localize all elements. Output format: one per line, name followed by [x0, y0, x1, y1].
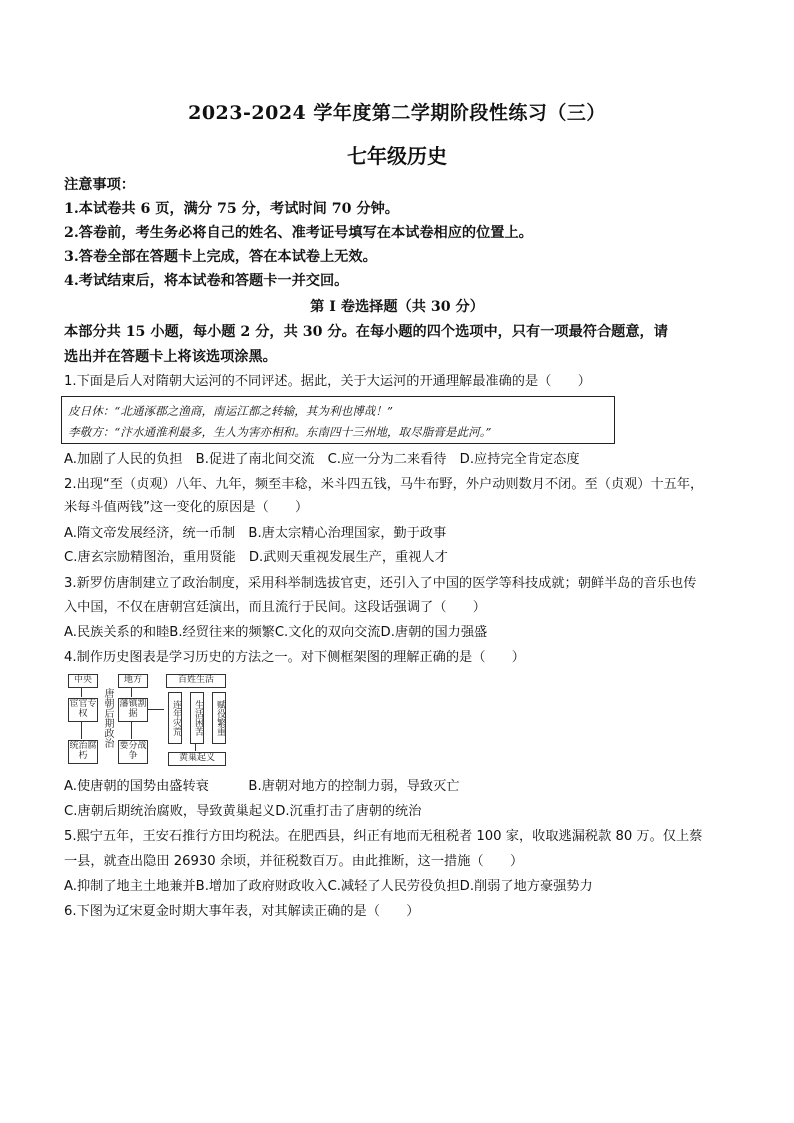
- q3-options: A.民族关系的和睦B.经贸往来的频繁C.文化的双向交流D.唐朝的国力强盛: [64, 625, 488, 640]
- q1-quote-box: [61, 396, 615, 444]
- section-instruction-2: 选出并在答题卡上将该选项涂黑。: [64, 349, 277, 365]
- q4-options-1: A.使唐朝的国势由盛转衰 B.唐朝对地方的控制力弱，导致灭亡: [64, 779, 460, 794]
- q1-options: A.加剧了人民的负担 B.促进了南北间交流 C.应一分为二来看待 D.应持完全肯定态度: [64, 452, 580, 467]
- diagram-arrow: [195, 743, 196, 751]
- notice-item-2: 2.答卷前，考生务必将自己的姓名、准考证号填写在本试卷相应的位置上。: [64, 225, 533, 241]
- diagram-people-life: 百姓生活: [166, 674, 226, 688]
- section-instruction-1: 本部分共 15 小题，每小题 2 分，共 30 分。在每小题的四个选项中，只有一项最符合题意，请: [64, 324, 668, 340]
- q2-stem-2: 米每斗值两钱”这一变化的原因是（ ）: [64, 500, 309, 515]
- q5-stem-1: 5.熙宁五年，王安石推行方田均税法。在肥西县，纠正有地而无租税者 100 家，收取逃漏税款 80 万。仅上蔡: [64, 829, 703, 844]
- q2-options-2: C.唐玄宗励精图治，重用贤能 D.武则天重视发展生产，重视人才: [64, 550, 448, 565]
- diagram-fenzheng: 要分战争: [118, 740, 148, 764]
- q1-quote-1: 皮日休：“北通涿郡之渔商，南运江都之转输，其为利也博哉！”: [68, 404, 393, 418]
- q1-quote-2: 李敬方：“汴水通淮利最多，生人为害亦相和。东南四十三州地，取尽脂膏是此河。”: [68, 425, 492, 439]
- diagram-arrow: [131, 687, 132, 697]
- notice-item-1: 1.本试卷共 6 页，满分 75 分，考试时间 70 分钟。: [64, 201, 399, 217]
- notice-heading: 注意事项：: [64, 177, 135, 193]
- diagram-huangchao-uprising: 黄巢起义: [168, 752, 226, 766]
- diagram-arrow: [148, 709, 164, 710]
- notice-item-3: 3.答卷全部在答题卡上完成，答在本试卷上无效。: [64, 249, 377, 265]
- q3-stem-2: 入中国，不仅在唐朝宫廷演出，而且流行于民间。这段话强调了（ ）: [64, 600, 486, 615]
- diagram-arrow: [81, 721, 82, 739]
- notice-item-4: 4.考试结束后，将本试卷和答题卡一并交回。: [64, 273, 349, 289]
- section-title: 第 I 卷选择题（共 30 分）: [310, 299, 484, 315]
- diagram-tongzhi: 统治腐朽: [68, 740, 98, 764]
- diagram-arrow: [81, 687, 82, 697]
- q1-stem: 1.下面是后人对隋朝大运河的不同评述。据此，关于大运河的开通理解最准确的是（ ）: [64, 374, 591, 389]
- exam-subject: 七年级历史: [347, 144, 447, 168]
- diagram-heavy-tax: 赋役繁重: [212, 692, 226, 744]
- exam-title: 2023-2024 学年度第二学期阶段性练习（三）: [188, 102, 606, 124]
- q2-stem-1: 2.出现“至（贞观）八年、九年，频至丰稔，米斗四五钱，马牛布野，外户动则数月不闭。至（贞观）十五年，: [64, 477, 704, 492]
- q2-options-1: A.隋文帝发展经济，统一币制 B.唐太宗精心治理国家，勤于政事: [64, 526, 447, 541]
- diagram-famine: 连年灾荒: [168, 692, 182, 744]
- q4-stem: 4.制作历史图表是学习历史的方法之一。对下侧框架图的理解正确的是（ ）: [64, 650, 525, 665]
- diagram-arrow: [131, 721, 132, 739]
- diagram-local: 地方: [118, 674, 148, 688]
- diagram-fanzhen: 藩镇割据: [118, 698, 148, 722]
- q3-stem-1: 3.新罗仿唐制建立了政治制度，采用科举制选拔官吏，还引入了中国的医学等科技成就；朝鲜半岛的音乐也传: [64, 576, 697, 591]
- diagram-hard-life: 生活困苦: [190, 692, 204, 744]
- q5-stem-2: 一县，就查出隐田 26930 余顷，并征税数百万。由此推断，这一措施（ ）: [64, 854, 524, 869]
- diagram-central: 中央: [68, 674, 98, 688]
- q5-options: A.抑制了地主土地兼并B.增加了政府财政收入C.减轻了人民劳役负担D.削弱了地方豪强势力: [64, 879, 593, 894]
- q4-framework-diagram: [64, 672, 254, 770]
- q4-options-2: C.唐朝后期统治腐败，导致黄巢起义D.沉重打击了唐朝的统治: [64, 804, 422, 819]
- diagram-tang-later-politics: 唐朝后期政治: [100, 674, 112, 762]
- diagram-huanguan: 宦官专权: [68, 698, 98, 722]
- q6-stem: 6.下图为辽宋夏金时期大事年表，对其解读正确的是（ ）: [64, 904, 420, 919]
